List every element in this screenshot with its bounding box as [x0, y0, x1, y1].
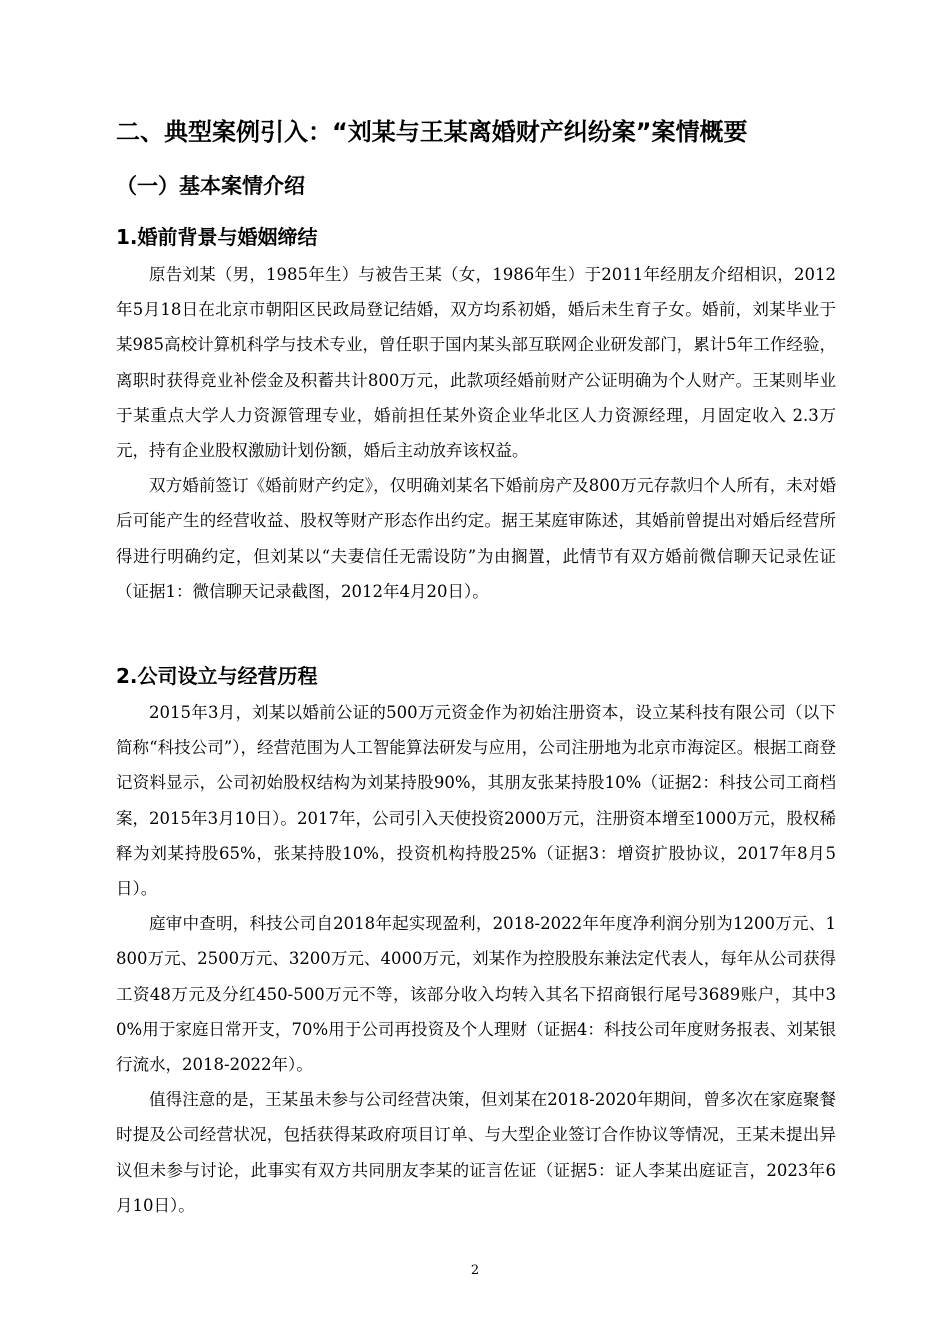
paragraph: 双方婚前签订《婚前财产约定》，仅明确刘某名下婚前房产及800万元存款归个人所有，未对婚后可能产生的经营收益、股权等财产形态作出约定。据王某庭审陈述，其婚前曾提出对婚后经营所得进行明确约定，但刘某以“夫妻信任无需设防”为由搁置，此情节有双方婚前微信聊天记录佐证（证据1：微信聊天记录截图，2012年4月20日）。	[116, 476, 836, 601]
paragraph: 2015年3月，刘某以婚前公证的500万元资金作为初始注册资本，设立某科技有限公司（以下简称“科技公司”），经营范围为人工智能算法研发与应用，公司注册地为北京市海淀区。根据工商登记资料显示，公司初始股权结构为刘某持股90%，其朋友张某持股10%（证据2：科技公司工商档案，2015年3月10日）。2017年，公司引入天使投资2000万元，注册资本增至1000万元，股权稀释为刘某持股65%，张某持股10%，投资机构持股25%（证据3：增资扩股协议，2017年8月5日）。	[116, 703, 836, 899]
paragraph: 庭审中查明，科技公司自2018年起实现盈利，2018-2022年年度净利润分别为1200万元、1800万元、2500万元、3200万元、4000万元，刘某作为控股股东兼法定代表人，每年从公司获得工资48万元及分红450-500万元不等，该部分收入均转入其名下招商银行尾号3689账户，其中30%用于家庭日常开支，70%用于公司再投资及个人理财（证据4：科技公司年度财务报表、刘某银行流水，2018-2022年）。	[116, 914, 836, 1075]
section-heading: 二、典型案例引入：“刘某与王某离婚财产纠纷案”案情概要	[116, 118, 748, 146]
part-1-body	[116, 257, 836, 609]
paragraph: 原告刘某（男，1985年生）与被告王某（女，1986年生）于2011年经朋友介绍相识，2012年5月18日在北京市朝阳区民政局登记结婚，双方均系初婚，婚后未生育子女。婚前，刘某毕业于某985高校计算机科学与技术专业，曾任职于国内某头部互联网企业研发部门，累计5年工作经验，离职时获得竞业补偿金及积蓄共计800万元，此款项经婚前财产公证明确为个人财产。王某则毕业于某重点大学人力资源管理专业，婚前担任某外资企业华北区人力资源经理，月固定收入 2.3万元，持有企业股权激励计划份额，婚后主动放弃该权益。	[116, 265, 836, 461]
part-2-body	[116, 695, 836, 1223]
paragraph: 值得注意的是，王某虽未参与公司经营决策，但刘某在2018-2020年期间，曾多次在家庭聚餐时提及公司经营状况，包括获得某政府项目订单、与大型企业签订合作协议等情况，王某未提出异议但未参与讨论，此事实有双方共同朋友李某的证言佐证（证据5：证人李某出庭证言，2023年6月10日）。	[116, 1090, 836, 1215]
part-1-heading: 1.婚前背景与婚姻缔结	[116, 225, 318, 249]
part-2-heading: 2.公司设立与经营历程	[116, 664, 318, 688]
page-number: 2	[470, 1263, 480, 1278]
subsection-heading: （一）基本案情介绍	[116, 174, 305, 198]
